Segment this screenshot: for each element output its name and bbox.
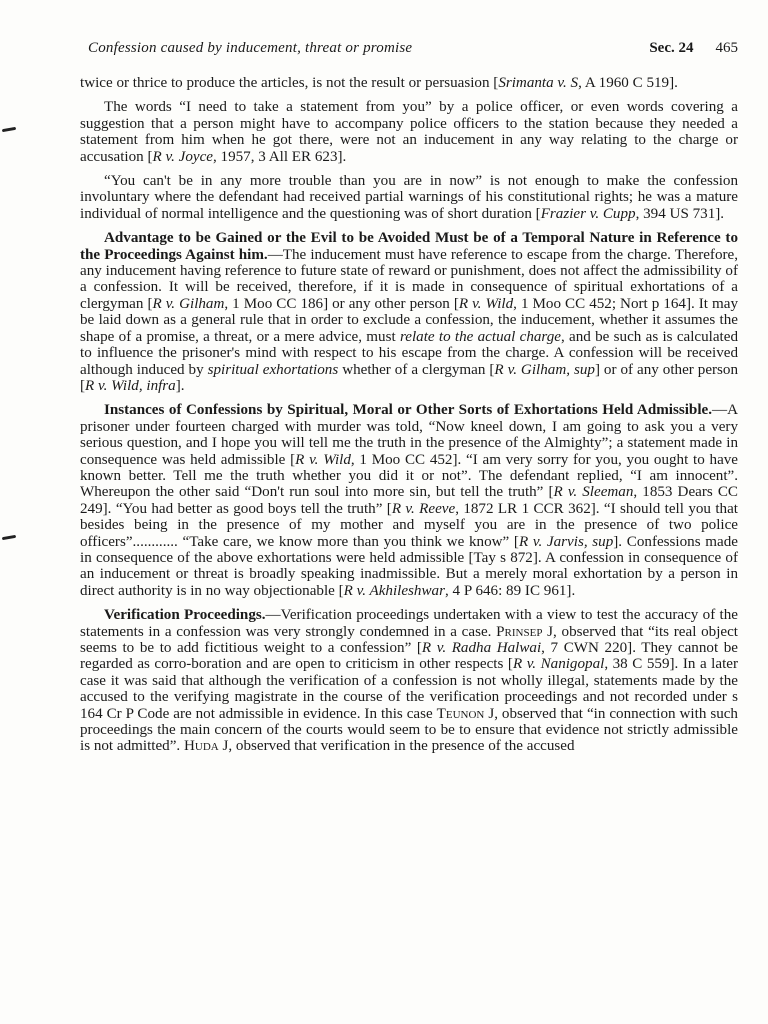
- case-citation: R v. Sleeman: [553, 484, 634, 501]
- text-run: “You can't be in any more trouble than you are in now” is not enough to make the confession involuntary where the defendant had received partial warnings of his constitutional rights; he was a mature individual of normal intelligence and the questioning was of short duration [: [80, 173, 738, 222]
- paragraph: [80, 99, 738, 165]
- text-run: whether of a clergyman [: [338, 361, 495, 378]
- text-run: , 1 Moo CC 186] or any other person [: [224, 295, 459, 312]
- text-run: , 38 C 559]. In a later case it was said that although the verification of a confession is not wholly illegal, statements made by the accused to the verifying magistrate in the course of the verification proceedings and not recorded under s 164 Cr P Code are not admissible in evidence. In this case: [80, 656, 738, 722]
- case-citation: R v. Joyce: [152, 148, 213, 165]
- paragraph-continued: [80, 75, 738, 91]
- case-citation: R v. Reeve: [391, 500, 456, 517]
- header-right: [649, 40, 738, 57]
- paragraph-exhortations: [80, 402, 738, 599]
- text-run: , 1 Moo CC 452; Nort p 164]. It may be laid down as a general rule that in order to exclude a confession, the inducement, whether it assumes the shape of a promise, a threat, or a mere advice, must: [80, 295, 739, 345]
- text-run: —A prisoner under fourteen charged with murder was told, “Now kneel down, I am going to ask you a very serious question, and I hope you will tell me the truth in the presence of the Almighty”; a statement made in consequence was held admissible [: [80, 402, 738, 468]
- paragraph-heading: Advantage to be Gained or the Evil to be Avoided Must be of a Temporal Nature in Reference to the Proceedings Against him.: [80, 230, 738, 263]
- paragraph-temporal-nature: [80, 230, 738, 394]
- text-run: —The inducement must have reference to escape from the charge. Therefore, any inducement having reference to future state of reward or punishment, does not affect the admissibility of a confession. It will be received, therefore, if it is made in consequence of spiritual exhortations of a clergyman [: [80, 246, 739, 312]
- case-citation: R v. Gilham: [152, 295, 225, 312]
- text-run: , observed that verification in the presence of the accused: [228, 738, 575, 755]
- body-text: [80, 75, 738, 763]
- judge-name: Prinsep J: [496, 623, 554, 640]
- case-citation: R v. Nanigopal: [512, 656, 605, 673]
- text-run: ].: [175, 377, 185, 394]
- paragraph: [80, 173, 738, 222]
- section-number: Sec. 24: [649, 40, 694, 56]
- text-run: , 1853 Dears CC 249]. “You had better as good boys tell the truth” [: [80, 484, 738, 517]
- text-run: , 1 Moo CC 452]. “I am very sorry for you, you ought to have known better. Tell me the truth whether you did it or not”. The defendant replied, “I am innocent”. Whereupon the other said “Don't run soul into more sin, but tell the truth” [: [80, 451, 739, 501]
- case-citation: R v. Akhileshwar: [343, 582, 445, 599]
- text-run: ]. Confessions made in consequence of the above exhortations were held admissible [Tay s 872]. A confession in consequence of an inducement or threat is broadly speaking inadmissible. But a merely moral exhortation by a person in direct authority is in no way objectionable [: [80, 533, 738, 599]
- text-run: , 1872 LR 1 CCR 362]. “I should tell you that besides being in the presence of my mother and myself you are in the presence of two police officers”............ “Take care, we know more than you think we know” [: [80, 500, 738, 550]
- text-run: —Verification proceedings undertaken with a view to test the accuracy of the statements in a confession was very strongly condemned in a case.: [80, 607, 739, 640]
- case-citation: R v. Wild: [458, 295, 514, 312]
- margin-mark: [2, 535, 16, 540]
- page-number: 465: [715, 40, 738, 56]
- paragraph-heading: Verification Proceedings.: [104, 607, 266, 624]
- running-header: [88, 40, 738, 57]
- emphasis: relate to the actual charge: [399, 328, 561, 345]
- case-citation: Srimanta v. S: [498, 75, 579, 91]
- text-run: , A 1960 C 519].: [578, 75, 678, 91]
- margin-mark: [2, 127, 16, 132]
- text-run: , 4 P 646: 89 IC 961].: [444, 582, 576, 599]
- case-citation: R v. Wild, infra: [85, 377, 176, 394]
- judge-name: Huda J: [183, 738, 229, 755]
- case-citation: R v. Radha Halwai: [421, 640, 542, 656]
- case-citation: R v. Gilham, sup: [494, 361, 595, 378]
- emphasis: spiritual exhortations: [207, 361, 339, 378]
- text-run: twice or thrice to produce the articles, is not the result or persuasion [: [80, 75, 499, 91]
- text-run: , observed that “in connection with such proceedings the main concern of the courts would seem to be to ensure that evidence not strictly admissible is not admitted”.: [80, 705, 738, 755]
- judge-name: Teunon J: [436, 705, 495, 722]
- case-citation: Frazier v. Cupp: [540, 205, 636, 222]
- paragraph-heading: Instances of Confessions by Spiritual, Moral or Other Sorts of Exhortations Held Admissible.: [104, 402, 712, 419]
- case-citation: R v. Wild: [295, 451, 351, 468]
- text-run: , observed that “its real object seems to be to add fictitious weight to a confession” [: [80, 623, 738, 656]
- text-run: , and be such as is calculated to influence the prisoner's mind with respect to his escape from the charge. A confession will be received although induced by: [80, 328, 738, 378]
- case-citation: R v. Jarvis, sup: [518, 533, 614, 550]
- text-run: , 1957, 3 All ER 623].: [212, 148, 347, 165]
- text-run: ] or of any other person [: [80, 361, 739, 394]
- paragraph-verification: [80, 607, 738, 755]
- text-run: The words “I need to take a statement from you” by a police officer, or even words covering a suggestion that a person might have to accompany police officers to the station because they needed a statement from him when he got there, were not an inducement in any way relating to the charge or accusation [: [80, 99, 738, 165]
- text-run: , 7 CWN 220]. They cannot be regarded as corro-boration and are open to criticism in other respects [: [80, 640, 738, 673]
- running-title: Confession caused by inducement, threat or promise: [88, 40, 413, 56]
- text-run: , 394 US 731].: [635, 205, 725, 222]
